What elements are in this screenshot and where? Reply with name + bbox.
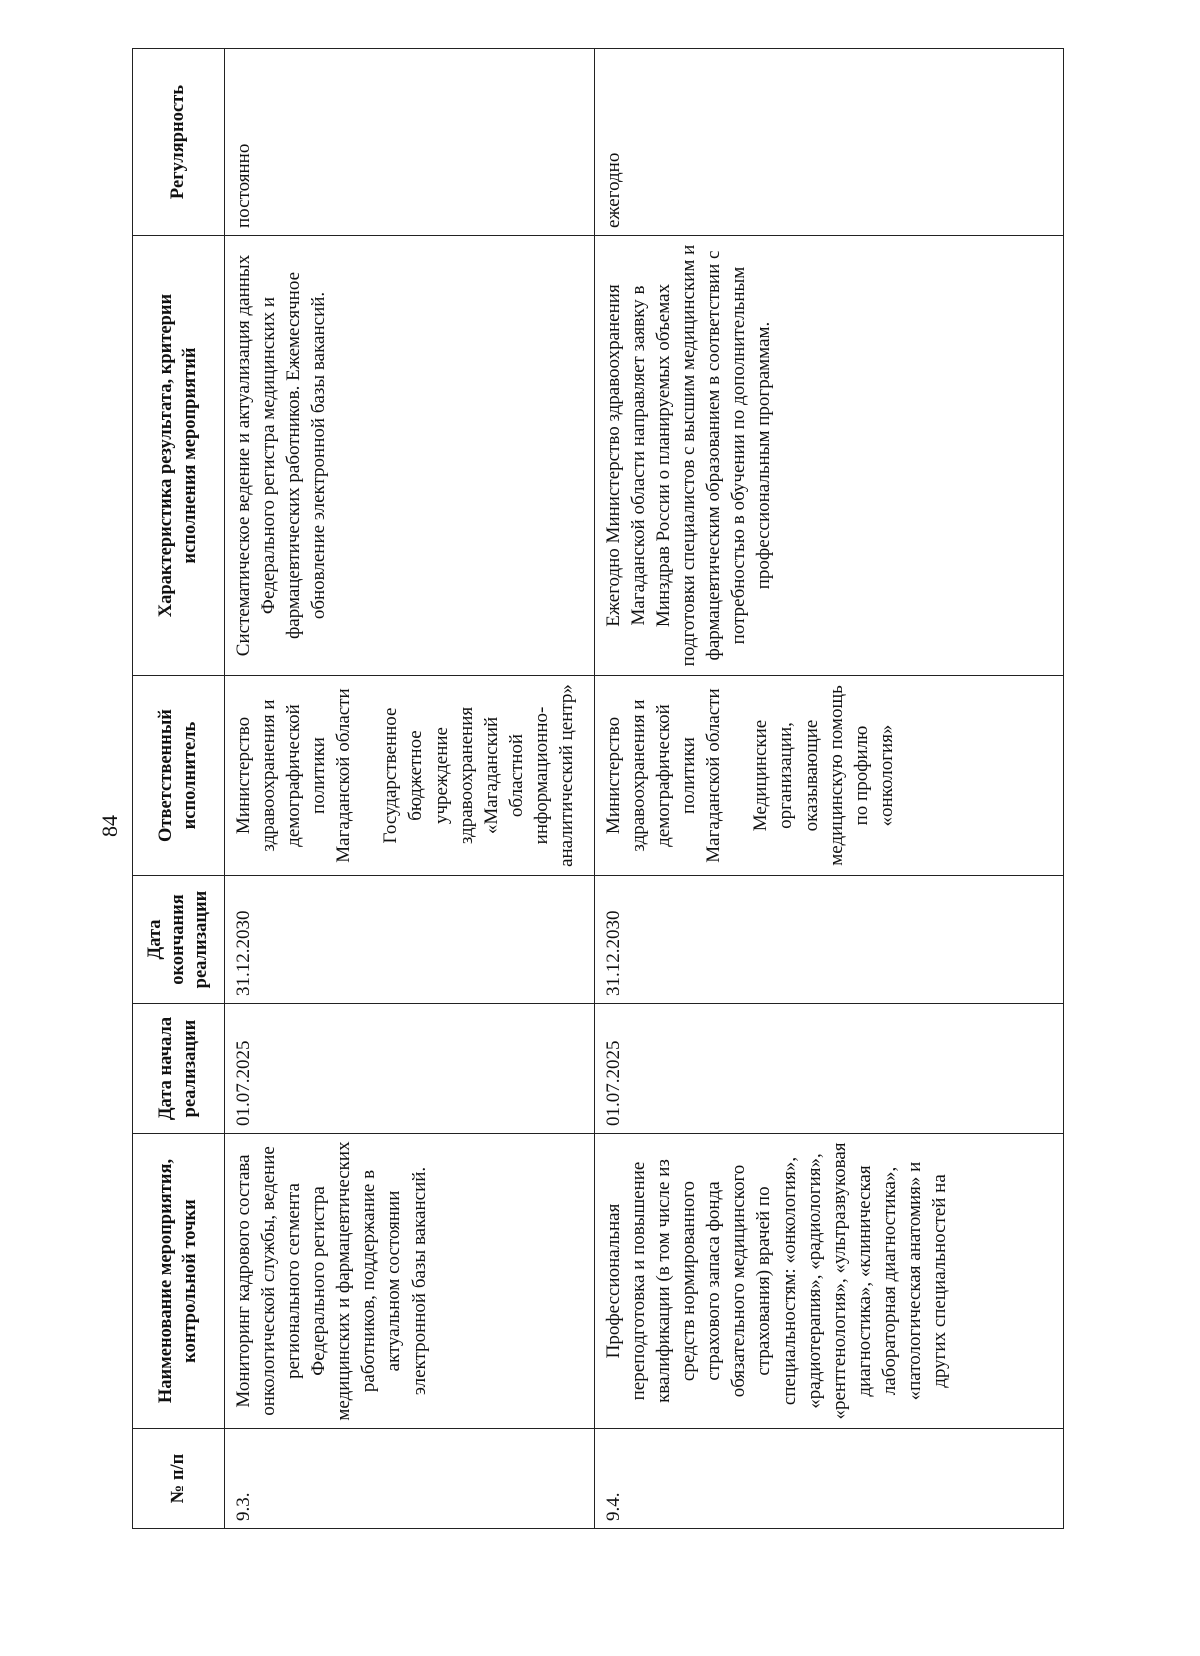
row-num: 9.4. (595, 1429, 1064, 1529)
row-regularity: ежегодно (595, 49, 1064, 236)
row-start-date: 01.07.2025 (225, 1004, 595, 1134)
executor-primary: Министерство здравоохранения и демографической политики Магаданской области (233, 688, 355, 863)
page-number: 84 (97, 815, 122, 837)
header-num: № п/п (133, 1429, 225, 1529)
header-name: Наименование мероприятия, контрольной точки (133, 1134, 225, 1429)
header-end: Дата окончания реализации (133, 876, 225, 1004)
table-row (225, 49, 595, 1529)
table-row (595, 49, 1064, 1529)
row-executor (595, 676, 1064, 876)
header-executor: Ответственный исполнитель (133, 676, 225, 876)
header-result: Характеристика результата, критерии исполнения мероприятий (133, 236, 225, 676)
row-regularity: постоянно (225, 49, 595, 236)
row-end-date: 31.12.2030 (595, 876, 1064, 1004)
activities-table (132, 48, 1064, 1529)
header-regularity: Регулярность (133, 49, 225, 236)
rotated-table-container (132, 49, 1064, 1529)
row-result: Ежегодно Министерство здравоохранения Магаданской области направляет заявку в Минздрав России о планируемых объемах подготовки специалистов с высшим медицинским и фармацевтическим образованием в соответствии с потребностью в обучении по дополнительным профессиональным программам. (595, 236, 1064, 676)
header-start: Дата начала реализации (133, 1004, 225, 1134)
row-end-date: 31.12.2030 (225, 876, 595, 1004)
row-result: Систематическое ведение и актуализация данных Федерального регистра медицинских и фармацевтических работников. Ежемесячное обновление электронной базы вакансий. (225, 236, 595, 676)
row-name: Профессиональная переподготовка и повышение квалификации (в том числе из средств нормированного страхового запаса фонда обязательного медицинского страхования) врачей по специальностям: «онкология», «радиотерапия», «радиология», «рентгенология», «ультразвуковая диагностика», «клиническая лабораторная диагностика», «патологическая анатомия» и других специальностей на (595, 1134, 1064, 1429)
row-num: 9.3. (225, 1429, 595, 1529)
row-start-date: 01.07.2025 (595, 1004, 1064, 1134)
executor-secondary: Государственное бюджетное учреждение здравоохранения «Магаданский областной информационно-аналитический центр» (380, 684, 577, 867)
header-row (133, 49, 225, 1529)
executor-primary: Министерство здравоохранения и демографической политики Магаданской области (603, 688, 725, 863)
row-name: Мониторинг кадрового состава онкологической службы, ведение регионального сегмента Федерального регистра медицинских и фармацевтических работников, поддержание в актуальном состоянии электронной базы вакансий. (225, 1134, 595, 1429)
executor-secondary: Медицинские организации, оказывающие медицинскую помощь по профилю «онкология» (750, 685, 897, 866)
row-executor (225, 676, 595, 876)
